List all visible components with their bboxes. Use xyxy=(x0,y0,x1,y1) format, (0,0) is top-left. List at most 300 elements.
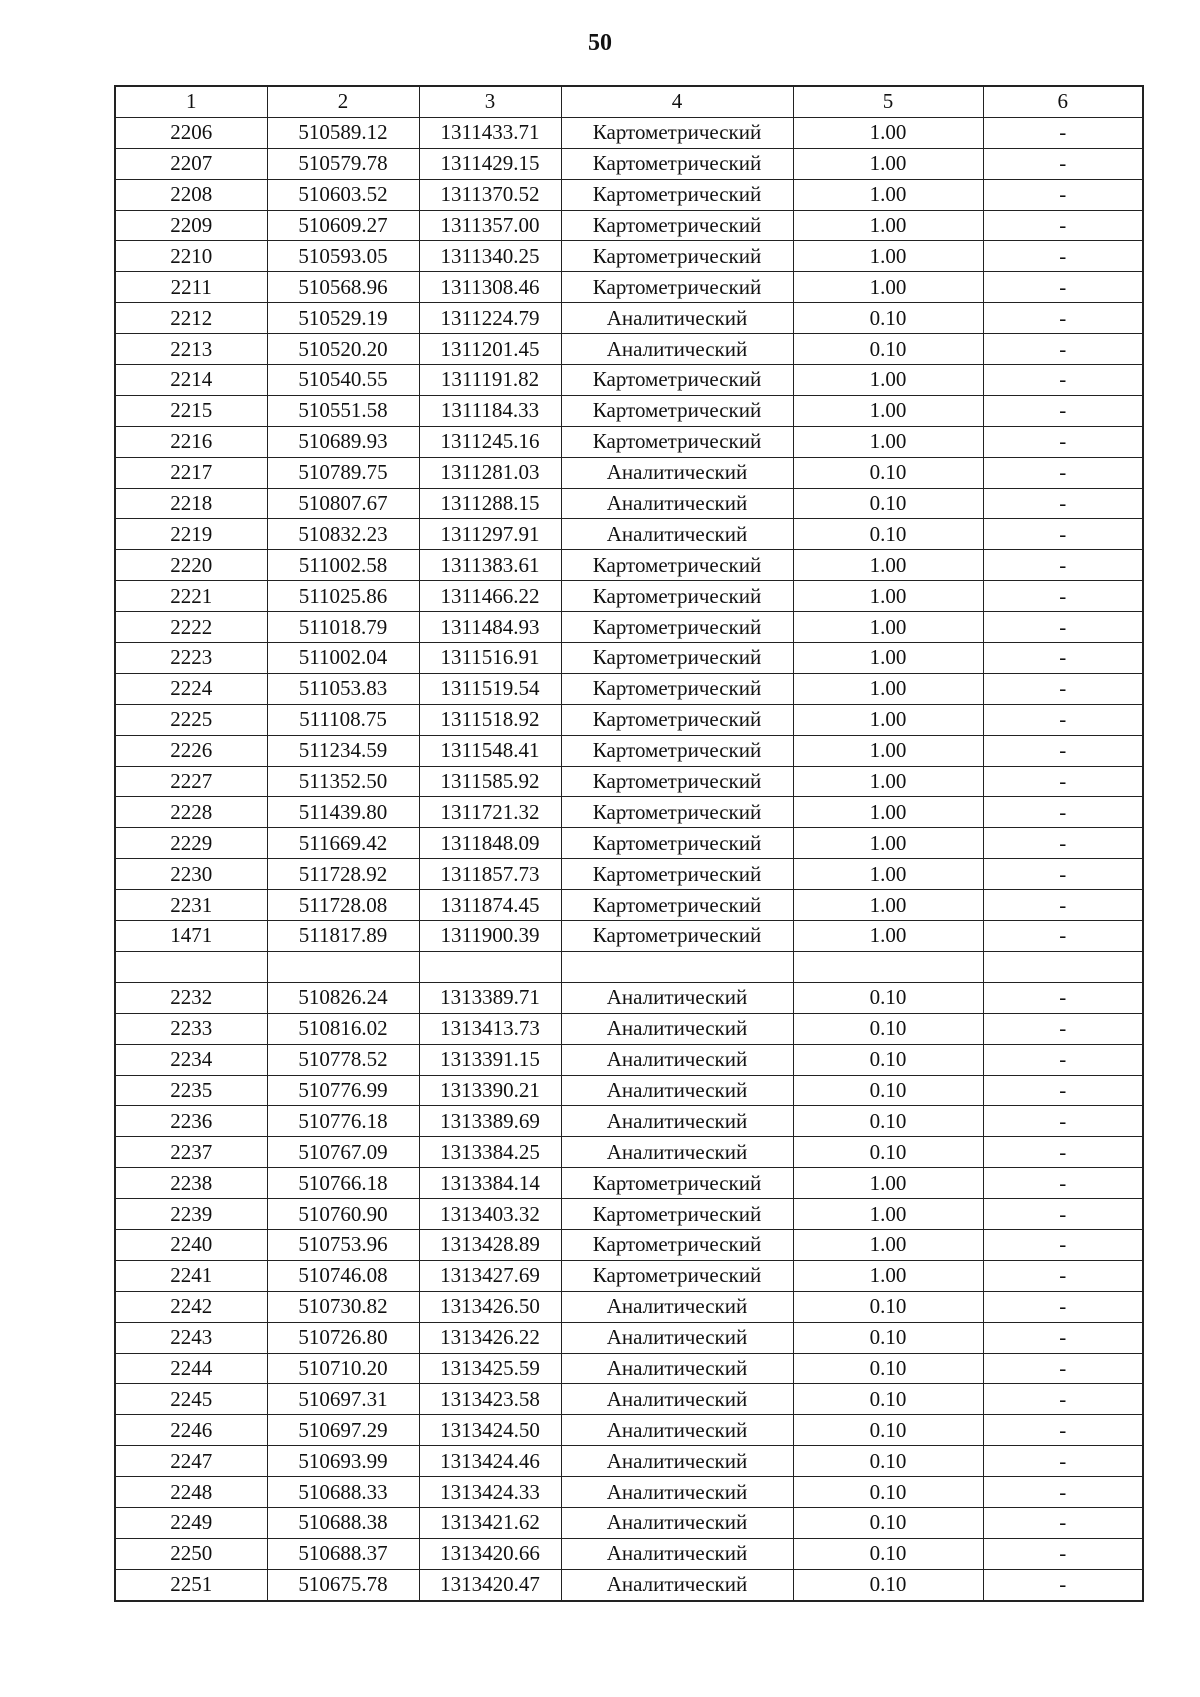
table-row xyxy=(115,704,1143,735)
table-cell: - xyxy=(983,1044,1143,1075)
table-cell: 1311585.92 xyxy=(419,766,561,797)
table-cell: 1.00 xyxy=(793,1260,983,1291)
table-cell: 0.10 xyxy=(793,1477,983,1508)
table-cell: 2250 xyxy=(115,1538,267,1569)
table-cell: 1311340.25 xyxy=(419,241,561,272)
table-cell: 0.10 xyxy=(793,1446,983,1477)
table-row xyxy=(115,1168,1143,1199)
table-cell: 511439.80 xyxy=(267,797,419,828)
table-cell: - xyxy=(983,365,1143,396)
table-cell: 1.00 xyxy=(793,921,983,952)
table-cell: 1313426.50 xyxy=(419,1291,561,1322)
table-cell: 1.00 xyxy=(793,1168,983,1199)
table-row xyxy=(115,1446,1143,1477)
table-cell: 1311357.00 xyxy=(419,210,561,241)
table-cell: Картометрический xyxy=(561,426,793,457)
table-cell: 2245 xyxy=(115,1384,267,1415)
table-cell: 1313384.14 xyxy=(419,1168,561,1199)
table-cell: Аналитический xyxy=(561,1538,793,1569)
table-cell: - xyxy=(983,1384,1143,1415)
table-row xyxy=(115,488,1143,519)
table-cell: 511108.75 xyxy=(267,704,419,735)
table-cell: Картометрический xyxy=(561,550,793,581)
table-cell: Аналитический xyxy=(561,1106,793,1137)
table-cell: 2213 xyxy=(115,334,267,365)
table-cell: Аналитический xyxy=(561,1353,793,1384)
table-cell: 510753.96 xyxy=(267,1229,419,1260)
table-cell: Картометрический xyxy=(561,735,793,766)
table-cell: - xyxy=(983,210,1143,241)
table-cell: 1313413.73 xyxy=(419,1013,561,1044)
table-cell: 1311721.32 xyxy=(419,797,561,828)
table-cell: 510675.78 xyxy=(267,1569,419,1600)
table-row xyxy=(115,1538,1143,1569)
table-cell: 1311874.45 xyxy=(419,890,561,921)
table-cell: 1313390.21 xyxy=(419,1075,561,1106)
table-cell: 2238 xyxy=(115,1168,267,1199)
table-cell: 1311519.54 xyxy=(419,673,561,704)
table-cell: 0.10 xyxy=(793,1569,983,1600)
table-cell: 2229 xyxy=(115,828,267,859)
table-cell: 1311516.91 xyxy=(419,643,561,674)
table-cell: 510529.19 xyxy=(267,303,419,334)
table-cell: 1311288.15 xyxy=(419,488,561,519)
table-cell: 1313425.59 xyxy=(419,1353,561,1384)
table-cell: Аналитический xyxy=(561,303,793,334)
table-row xyxy=(115,797,1143,828)
column-header: 6 xyxy=(983,86,1143,117)
table-cell: 1311297.91 xyxy=(419,519,561,550)
table-cell: - xyxy=(983,1569,1143,1600)
table-cell: 2241 xyxy=(115,1260,267,1291)
table-row xyxy=(115,951,1143,982)
table-cell: 510579.78 xyxy=(267,148,419,179)
table-cell: 1311370.52 xyxy=(419,179,561,210)
table-cell: 0.10 xyxy=(793,1353,983,1384)
table-row xyxy=(115,365,1143,396)
table-cell: 0.10 xyxy=(793,1044,983,1075)
table-cell: 1.00 xyxy=(793,890,983,921)
table-cell: 510688.37 xyxy=(267,1538,419,1569)
table-cell: 510520.20 xyxy=(267,334,419,365)
table-cell: - xyxy=(983,1199,1143,1230)
table-row xyxy=(115,272,1143,303)
table-cell: Аналитический xyxy=(561,334,793,365)
table-cell: 2212 xyxy=(115,303,267,334)
table-row xyxy=(115,457,1143,488)
table-cell: - xyxy=(983,1137,1143,1168)
table-cell: - xyxy=(983,488,1143,519)
table-cell: 1313420.66 xyxy=(419,1538,561,1569)
table-cell: 2230 xyxy=(115,859,267,890)
table-cell: 1311548.41 xyxy=(419,735,561,766)
table-cell: 1313424.33 xyxy=(419,1477,561,1508)
table-cell: - xyxy=(983,1538,1143,1569)
table-cell: 1.00 xyxy=(793,148,983,179)
table-cell: 2209 xyxy=(115,210,267,241)
table-cell: 510697.31 xyxy=(267,1384,419,1415)
table-cell: 1.00 xyxy=(793,550,983,581)
table-cell: 510767.09 xyxy=(267,1137,419,1168)
table-cell: - xyxy=(983,1353,1143,1384)
table-cell: Картометрический xyxy=(561,890,793,921)
table-cell: 1311383.61 xyxy=(419,550,561,581)
table-cell: Аналитический xyxy=(561,1075,793,1106)
table-cell: 2228 xyxy=(115,797,267,828)
table-row xyxy=(115,148,1143,179)
table-cell: 510778.52 xyxy=(267,1044,419,1075)
table-cell: Картометрический xyxy=(561,766,793,797)
table-cell: - xyxy=(983,982,1143,1013)
table-cell: 1.00 xyxy=(793,859,983,890)
table-cell: 510551.58 xyxy=(267,395,419,426)
table-cell: Аналитический xyxy=(561,1569,793,1600)
table-cell: 2244 xyxy=(115,1353,267,1384)
table-cell: 1.00 xyxy=(793,179,983,210)
table-cell: 0.10 xyxy=(793,1013,983,1044)
table-row xyxy=(115,828,1143,859)
table-cell: 0.10 xyxy=(793,303,983,334)
table-cell: Картометрический xyxy=(561,797,793,828)
table-cell: 510807.67 xyxy=(267,488,419,519)
table-cell: 1.00 xyxy=(793,241,983,272)
table-cell: 2223 xyxy=(115,643,267,674)
table-cell: Картометрический xyxy=(561,272,793,303)
table-cell: 1313426.22 xyxy=(419,1322,561,1353)
table-cell: - xyxy=(983,1322,1143,1353)
table-cell: 510730.82 xyxy=(267,1291,419,1322)
table-cell: 510776.99 xyxy=(267,1075,419,1106)
table-cell: 0.10 xyxy=(793,1291,983,1322)
table-cell: Картометрический xyxy=(561,1260,793,1291)
table-cell: - xyxy=(983,1229,1143,1260)
table-cell: - xyxy=(983,704,1143,735)
table-cell: 1311308.46 xyxy=(419,272,561,303)
table-cell: 2224 xyxy=(115,673,267,704)
table-cell: 1313420.47 xyxy=(419,1569,561,1600)
table-cell: 511728.08 xyxy=(267,890,419,921)
table-cell: 2236 xyxy=(115,1106,267,1137)
table-cell: 1.00 xyxy=(793,704,983,735)
table-cell: Аналитический xyxy=(561,1137,793,1168)
table-cell: Аналитический xyxy=(561,1322,793,1353)
table-cell: 510609.27 xyxy=(267,210,419,241)
table-cell: 1311429.15 xyxy=(419,148,561,179)
table-cell: Аналитический xyxy=(561,1384,793,1415)
table-cell: 510746.08 xyxy=(267,1260,419,1291)
table-cell: - xyxy=(983,1168,1143,1199)
table-cell xyxy=(561,951,793,982)
table-cell: 2247 xyxy=(115,1446,267,1477)
table-cell: 511728.92 xyxy=(267,859,419,890)
table-cell: 2233 xyxy=(115,1013,267,1044)
table-cell: 2232 xyxy=(115,982,267,1013)
table-cell: 2240 xyxy=(115,1229,267,1260)
table-row xyxy=(115,859,1143,890)
table-cell: - xyxy=(983,179,1143,210)
table-cell: 1.00 xyxy=(793,210,983,241)
table-cell: - xyxy=(983,272,1143,303)
table-cell: 511053.83 xyxy=(267,673,419,704)
table-cell: 0.10 xyxy=(793,1106,983,1137)
table-row xyxy=(115,334,1143,365)
table-cell: 510593.05 xyxy=(267,241,419,272)
table-cell: Картометрический xyxy=(561,643,793,674)
table-cell: Картометрический xyxy=(561,179,793,210)
table-cell: - xyxy=(983,1106,1143,1137)
table-cell: 2234 xyxy=(115,1044,267,1075)
table-cell: 0.10 xyxy=(793,982,983,1013)
table-cell: 1.00 xyxy=(793,1199,983,1230)
table-cell: 2208 xyxy=(115,179,267,210)
table-cell: - xyxy=(983,1415,1143,1446)
table-cell: Картометрический xyxy=(561,704,793,735)
table-cell: 1.00 xyxy=(793,426,983,457)
table-cell: 2207 xyxy=(115,148,267,179)
table-cell: 2235 xyxy=(115,1075,267,1106)
table-row xyxy=(115,1384,1143,1415)
table-cell: Картометрический xyxy=(561,1168,793,1199)
table-cell: - xyxy=(983,797,1143,828)
table-row xyxy=(115,179,1143,210)
table-cell: 1.00 xyxy=(793,117,983,148)
table-cell: Картометрический xyxy=(561,828,793,859)
table-row xyxy=(115,1477,1143,1508)
table-cell: 1311191.82 xyxy=(419,365,561,396)
table-row xyxy=(115,1044,1143,1075)
table-cell: Аналитический xyxy=(561,1507,793,1538)
table-cell: 0.10 xyxy=(793,1384,983,1415)
table-cell: 1311466.22 xyxy=(419,581,561,612)
table-cell: Картометрический xyxy=(561,1229,793,1260)
table-cell: - xyxy=(983,859,1143,890)
table-cell: - xyxy=(983,612,1143,643)
table-cell: Аналитический xyxy=(561,1446,793,1477)
table-row xyxy=(115,766,1143,797)
table-cell: Картометрический xyxy=(561,1199,793,1230)
column-header: 4 xyxy=(561,86,793,117)
table-cell: 0.10 xyxy=(793,334,983,365)
table-row xyxy=(115,210,1143,241)
table-row xyxy=(115,1322,1143,1353)
table-cell: - xyxy=(983,457,1143,488)
table-cell: 2220 xyxy=(115,550,267,581)
table-cell: - xyxy=(983,1291,1143,1322)
table-row xyxy=(115,1415,1143,1446)
table-cell: 1.00 xyxy=(793,365,983,396)
table-cell: 2206 xyxy=(115,117,267,148)
table-row xyxy=(115,519,1143,550)
table-cell: 1313421.62 xyxy=(419,1507,561,1538)
table-cell: 2225 xyxy=(115,704,267,735)
table-cell: 511669.42 xyxy=(267,828,419,859)
table-cell: 510776.18 xyxy=(267,1106,419,1137)
table-row xyxy=(115,241,1143,272)
table-cell: - xyxy=(983,1507,1143,1538)
table-cell: 2218 xyxy=(115,488,267,519)
table-row xyxy=(115,735,1143,766)
table-cell: 1.00 xyxy=(793,612,983,643)
table-cell: - xyxy=(983,395,1143,426)
table-cell: 1313403.32 xyxy=(419,1199,561,1230)
table-cell: 1313428.89 xyxy=(419,1229,561,1260)
table-cell: Аналитический xyxy=(561,519,793,550)
table-cell: 1311184.33 xyxy=(419,395,561,426)
table-cell: 1.00 xyxy=(793,272,983,303)
table-cell: 510697.29 xyxy=(267,1415,419,1446)
table-cell: 2216 xyxy=(115,426,267,457)
table-row xyxy=(115,982,1143,1013)
table-row xyxy=(115,643,1143,674)
table-cell: 510766.18 xyxy=(267,1168,419,1199)
table-cell: 510826.24 xyxy=(267,982,419,1013)
table-cell: 510710.20 xyxy=(267,1353,419,1384)
table-row xyxy=(115,1291,1143,1322)
table-cell: 2242 xyxy=(115,1291,267,1322)
table-cell: 2251 xyxy=(115,1569,267,1600)
table-cell: - xyxy=(983,673,1143,704)
column-header: 2 xyxy=(267,86,419,117)
table-cell: 1.00 xyxy=(793,766,983,797)
table-cell: 1311245.16 xyxy=(419,426,561,457)
table-cell: - xyxy=(983,766,1143,797)
table-row xyxy=(115,1507,1143,1538)
table-cell: Картометрический xyxy=(561,921,793,952)
table-cell xyxy=(983,951,1143,982)
table-cell: 511817.89 xyxy=(267,921,419,952)
table-cell: 511018.79 xyxy=(267,612,419,643)
table-cell: 2239 xyxy=(115,1199,267,1230)
table-cell: 2210 xyxy=(115,241,267,272)
table-cell: 510603.52 xyxy=(267,179,419,210)
table-cell xyxy=(793,951,983,982)
table-cell: - xyxy=(983,550,1143,581)
table-row xyxy=(115,921,1143,952)
table-cell: 2214 xyxy=(115,365,267,396)
table-cell: 1311518.92 xyxy=(419,704,561,735)
table-row xyxy=(115,1260,1143,1291)
table-cell: 0.10 xyxy=(793,519,983,550)
table-cell: 510832.23 xyxy=(267,519,419,550)
table-cell: 510589.12 xyxy=(267,117,419,148)
table-cell: 1471 xyxy=(115,921,267,952)
table-cell: 1313384.25 xyxy=(419,1137,561,1168)
table-row xyxy=(115,1075,1143,1106)
table-cell: 1311201.45 xyxy=(419,334,561,365)
table-cell: 1.00 xyxy=(793,1229,983,1260)
table-cell: 0.10 xyxy=(793,1137,983,1168)
table-cell xyxy=(115,951,267,982)
table-row xyxy=(115,550,1143,581)
table-cell: - xyxy=(983,148,1143,179)
table-cell: - xyxy=(983,581,1143,612)
table-cell: Картометрический xyxy=(561,148,793,179)
column-header: 1 xyxy=(115,86,267,117)
table-cell: - xyxy=(983,643,1143,674)
table-cell xyxy=(419,951,561,982)
table-cell: - xyxy=(983,241,1143,272)
table-cell: 510688.38 xyxy=(267,1507,419,1538)
table-cell: - xyxy=(983,1446,1143,1477)
table-cell: 1313391.15 xyxy=(419,1044,561,1075)
table-cell: 510693.99 xyxy=(267,1446,419,1477)
table-cell: 2211 xyxy=(115,272,267,303)
table-cell: 2226 xyxy=(115,735,267,766)
table-cell: - xyxy=(983,117,1143,148)
table-cell: 2249 xyxy=(115,1507,267,1538)
table-cell: 510789.75 xyxy=(267,457,419,488)
table-cell: 510688.33 xyxy=(267,1477,419,1508)
table-row xyxy=(115,1137,1143,1168)
table-cell: Аналитический xyxy=(561,1415,793,1446)
table-cell: 2221 xyxy=(115,581,267,612)
table-cell: 0.10 xyxy=(793,457,983,488)
table-cell: Картометрический xyxy=(561,395,793,426)
table-cell: 1313389.69 xyxy=(419,1106,561,1137)
table-row xyxy=(115,1106,1143,1137)
table-cell: 511002.04 xyxy=(267,643,419,674)
column-header: 3 xyxy=(419,86,561,117)
table-cell: Аналитический xyxy=(561,1477,793,1508)
table-cell: 1.00 xyxy=(793,395,983,426)
table-cell: - xyxy=(983,426,1143,457)
table-cell: 0.10 xyxy=(793,1415,983,1446)
table-cell: 1313389.71 xyxy=(419,982,561,1013)
table-cell: - xyxy=(983,334,1143,365)
table-cell: 0.10 xyxy=(793,1507,983,1538)
table-cell: 1313427.69 xyxy=(419,1260,561,1291)
page-number: 50 xyxy=(588,30,612,56)
table-cell: - xyxy=(983,1477,1143,1508)
table-cell: Аналитический xyxy=(561,982,793,1013)
table-cell: 1311848.09 xyxy=(419,828,561,859)
table-cell: 0.10 xyxy=(793,488,983,519)
table-cell: 2246 xyxy=(115,1415,267,1446)
table-cell: 1313423.58 xyxy=(419,1384,561,1415)
table-cell: Картометрический xyxy=(561,241,793,272)
table-cell: 1.00 xyxy=(793,673,983,704)
table-cell: Картометрический xyxy=(561,365,793,396)
table-row xyxy=(115,612,1143,643)
table-cell: Аналитический xyxy=(561,488,793,519)
table-cell: 511234.59 xyxy=(267,735,419,766)
table-cell: - xyxy=(983,1260,1143,1291)
table-cell: 1311224.79 xyxy=(419,303,561,334)
table-row xyxy=(115,1229,1143,1260)
table-cell xyxy=(267,951,419,982)
table-cell: Аналитический xyxy=(561,1013,793,1044)
table-cell: 2237 xyxy=(115,1137,267,1168)
table-row xyxy=(115,395,1143,426)
table-cell: 510816.02 xyxy=(267,1013,419,1044)
table-cell: 1.00 xyxy=(793,643,983,674)
table-body xyxy=(115,117,1143,1600)
table-cell: Картометрический xyxy=(561,117,793,148)
table-header-row xyxy=(115,86,1143,117)
table-cell: 2219 xyxy=(115,519,267,550)
table-cell: 510568.96 xyxy=(267,272,419,303)
table-cell: 510726.80 xyxy=(267,1322,419,1353)
table-cell: 2248 xyxy=(115,1477,267,1508)
table-cell: 1.00 xyxy=(793,828,983,859)
table-cell: - xyxy=(983,921,1143,952)
table-cell: 2222 xyxy=(115,612,267,643)
column-header: 5 xyxy=(793,86,983,117)
table-row xyxy=(115,581,1143,612)
table-cell: - xyxy=(983,519,1143,550)
table-row xyxy=(115,1199,1143,1230)
table-cell: - xyxy=(983,303,1143,334)
